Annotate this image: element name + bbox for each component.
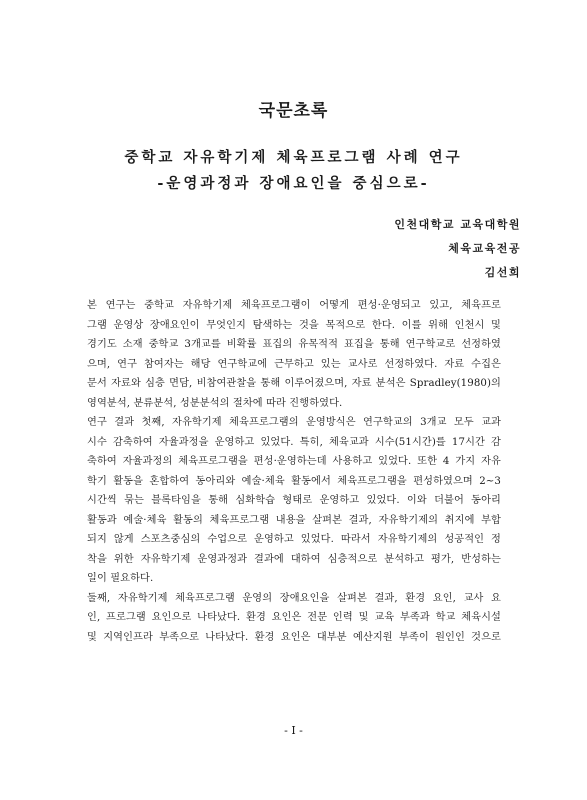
body-line: 착을 위한 자유학기제 운영과정과 결과에 대하여 심층적으로 분석하고 평가, 반성하는 [87,553,501,565]
body-line: 시간씩 묶는 블록타임을 통해 심화학습 형태로 운영하고 있었다. 이와 더불어 동아리 [87,495,501,506]
abstract-body [87,296,501,647]
body-line: 축하여 자율과정의 체육프로그램을 편성·운영하는데 사용하고 있었다. 또한 4 가지 자유 [87,456,501,467]
body-line: 문서 자료와 심층 면담, 비참여관찰을 통해 이루어졌으며, 자료 분석은 Spradley(1980)의 [87,378,501,389]
body-line: 으며, 연구 참여자는 해당 연구학교에 근무하고 있는 교사로 선정하였다. 자료 수집은 [87,358,501,370]
body-line: 영역분석, 분류분석, 성분분석의 절차에 따라 진행하였다. [87,397,343,409]
body-line: 일이 필요하다. [87,573,154,584]
body-line: 본 연구는 중학교 자유학기제 체육프로그램이 어떻게 편성·운영되고 있고, 체육프로 [87,300,501,311]
body-line: 되지 않게 스포츠중심의 수업으로 운영하고 있었다. 따라서 자유학기제의 성공적인 정 [87,534,501,545]
body-line: 및 지역인프라 부족으로 나타났다. 환경 요인은 대부분 예산지원 부족이 원인인 것으로 [87,631,501,643]
abstract-heading: 국문초록 [258,101,329,121]
page-number: - I - [284,724,303,737]
author-major: 체육교육전공 [448,242,521,255]
body-line: 경기도 소재 중학교 3개교를 비확률 표집의 유목적적 표집을 통해 연구학교로 선정하였 [87,339,501,350]
body-line: 연구 결과 첫째, 자유학기제 체육프로그램의 운영방식은 연구학교의 3개교 모두 교과 [87,417,501,428]
author-institution: 인천대학교 교육대학원 [394,218,521,231]
body-line: 학기 활동을 혼합하여 동아리와 예술·체육 활동에서 체육프로그램을 편성하였으며 2~3 [87,475,501,487]
body-line: 시수 감축하여 자율과정을 운영하고 있었다. 특히, 체육교과 시수(51시간)를 17시간 감 [87,436,501,448]
body-line: 그램 운영상 장애요인이 무엇인지 탐색하는 것을 목적으로 한다. 이를 위해 인천시 및 [87,319,501,331]
body-line: 인, 프로그램 요인으로 나타났다. 환경 요인은 전문 인력 및 교육 부족과 학교 체육시설 [87,612,501,623]
body-line: 둘째, 자유학기제 체육프로그램 운영의 장애요인을 살펴본 결과, 환경 요인, 교사 요 [87,592,501,604]
author-name: 김선희 [484,266,521,279]
thesis-subtitle: -운영과정과 장애요인을 중심으로- [157,175,430,192]
body-line: 활동과 예술·체육 활동의 체육프로그램 내용을 살펴본 결과, 자유학기제의 취지에 부합 [87,514,501,526]
thesis-title: 중학교 자유학기제 체육프로그램 사례 연구 [124,149,463,166]
